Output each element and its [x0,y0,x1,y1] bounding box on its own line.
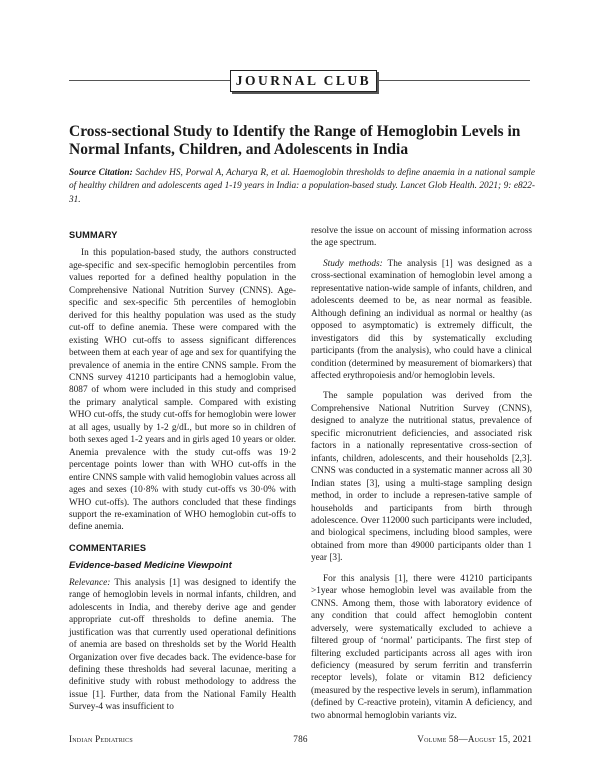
banner-rule-left [69,80,230,81]
footer-page-number: 786 [293,734,308,744]
footer-journal-name: Indian Pediatrics [69,734,133,744]
left-column [69,229,296,714]
ebm-viewpoint-subheading: Evidence-based Medicine Viewpoint [69,560,232,572]
summary-heading: SUMMARY [69,230,118,240]
methods-paragraph [311,258,532,383]
citation-label: Source Citation: [69,168,133,178]
summary-paragraph: In this population-based study, the authors constructed age-specific and sex-specific hemoglobin percentiles from values reported for a defined healthy population in the Comprehensive National Nutrition Survey (CNNS). Age-specific and sex-specific 5th percentiles of hemoglobin derived for this healthy population was used as the study cut-off to define anemia. These were compared with the existing WHO cut-offs to assess significant differences between them at each year of age and sex for quantifying the prevalence of anemia in the entire CNNS sample. From the CNNS survey 41210 participants had a hemoglobin value, 8087 of whom were included in this study and comprised the primary analytical sample. Compared with existing WHO cut-offs, the study cut-offs for hemoglobin were lower at all ages, usually by 1-2 g/dL, but more so in children of both sexes aged 1-2 years and in girls aged 10 years or older. Anemia prevalence with the study cut-offs was 19·2 percentage points lower than with WHO cut-offs in the entire CNNS sample with valid hemoglobin values across all ages and sexes (10·8% with study cut-offs vs 30·0% with WHO cut-offs). The authors concluded that these findings support the re-examination of WHO hemoglobin cut-offs to define anemia. [69,248,296,533]
page-footer [69,732,532,746]
banner-rule-right [378,80,530,81]
source-citation [69,167,535,207]
relevance-text: This analysis [1] was designed to identify the range of hemoglobin levels in normal infants, children, and adolescents in India, and thereby derive age and gender appropriate cut-off thresholds to define anemia. The justification was that currently used operational definitions of anemia are based on thresholds set by the World Health Organization over five decades back. The evidence-base for defining these thresholds had several lacunae, meriting a definitive study with robust methodology to address the issue [1]. Further, data from the National Family Health Survey-4 was insufficient to [69,577,296,713]
methods-label: Study methods: [323,258,383,269]
analysis-paragraph: For this analysis [1], there were 41210 participants >1year whose hemoglobin level was available from the CNNS. Among them, those with laboratory evidence of any condition that could affect hemoglobin content adversely, were systematically excluded to achieve a filtered group of ‘normal’ participants. The first step of filtering excluded participants across all ages with iron deficiency (measured by serum ferritin and transferrin receptor levels), folate or vitamin B12 deficiency (measured by the respective levels in serum), inflammation (defined by C-reactive protein), vitamin A deficiency, and two abnormal hemoglobin variants viz. [311,573,532,721]
citation-text: Sachdev HS, Porwal A, Acharya R, et al. Haemoglobin thresholds to define anaemia in a national sample of healthy children and adolescents aged 1-19 years in India: a population-based study. Lancet Glob Health. 2021; 9: e822-31. [69,168,535,205]
relevance-paragraph [69,577,296,714]
commentaries-heading: COMMENTARIES [69,542,147,553]
right-column [311,225,532,722]
relevance-label: Relevance: [69,577,111,588]
sample-paragraph: The sample population was derived from the Comprehensive National Nutrition Survey (CNNS), designed to analyze the nutritional status, prevalence of specific micronutrient deficiencies, and associated risk factors in a nationally representative cross-section of infants, children, adolescents, and their households [2,3]. CNNS was conducted in a systematic manner across all 30 Indian states [3], using a multi-stage sampling design method, in order to include a represen-tative sample of households and participants from birth through adolescence. Over 112000 such participants were included, and biological specimens, including blood samples, were obtained from more than 49000 participants older than 1 year [3]. [311,391,532,564]
article-title: Cross-sectional Study to Identify the Range of Hemoglobin Levels in Normal Infants, Children, and Adolescents in India [69,123,521,158]
methods-text: The analysis [1] was designed as a cross-sectional examination of hemoglobin level among a representative nation-wide sample of infants, children, and adolescents deemed to be, as near normal as feasible. Although defining an individual as normal or healthy (as opposed to asymptomatic) is extremely difficult, the investigators did this by systematically excluding participants (from the analysis), who could have a clinical condition (determined by measurement of biomarkers) that affected erythropoiesis and/or hemoglobin levels. [311,258,533,381]
footer-volume-date: Volume 58—August 15, 2021 [417,734,532,744]
continuation-paragraph: resolve the issue on account of missing information across the age spectrum. [311,226,532,249]
journal-club-banner: JOURNAL CLUB [230,70,377,92]
